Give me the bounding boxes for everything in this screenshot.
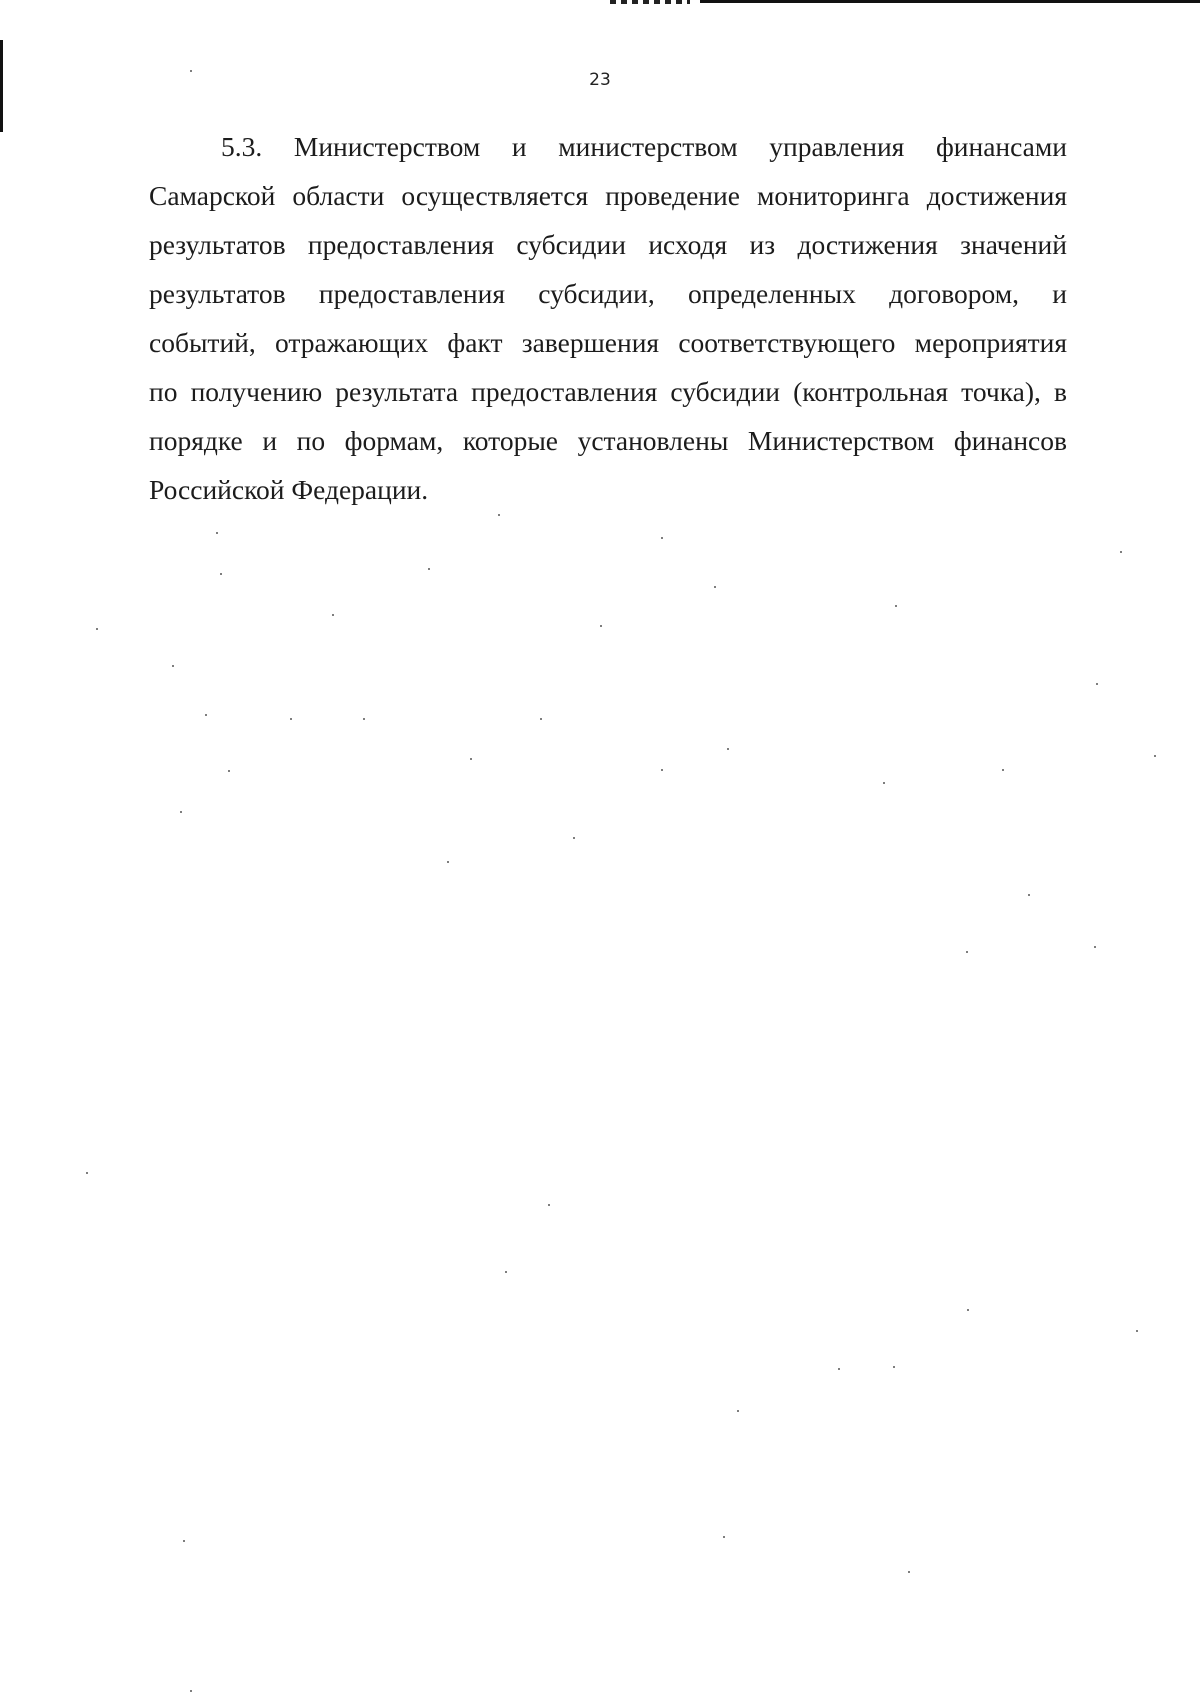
scan-speck	[428, 568, 430, 570]
scan-speck	[1120, 551, 1122, 553]
scan-speck	[727, 748, 729, 750]
paragraph-5-3	[149, 122, 1067, 514]
scan-speck	[908, 1571, 910, 1573]
scan-speck	[883, 782, 885, 784]
scan-speck	[737, 1410, 739, 1412]
scan-speck	[661, 769, 663, 771]
paragraph-line: результатов предоставления субсидии исходя из достижения значений	[149, 229, 1067, 260]
scan-speck	[505, 1271, 507, 1273]
scan-speck	[1154, 755, 1156, 757]
scan-speck	[1096, 683, 1098, 685]
scan-speck	[172, 665, 174, 667]
scan-speck	[228, 770, 230, 772]
scan-speck	[573, 837, 575, 839]
paragraph-line: по получению результата предоставления субсидии (контрольная точка), в	[149, 376, 1067, 407]
scan-speck	[96, 628, 98, 630]
scan-speck	[190, 70, 192, 72]
scan-speck	[838, 1368, 840, 1370]
paragraph-line: Самарской области осуществляется проведение мониторинга достижения	[149, 180, 1067, 211]
scan-speck	[290, 718, 292, 720]
scan-speck	[966, 951, 968, 953]
scan-speck	[220, 573, 222, 575]
scan-speck	[714, 586, 716, 588]
scan-speck	[1002, 769, 1004, 771]
scan-speck	[470, 758, 472, 760]
scan-speck	[895, 605, 897, 607]
scan-speck	[1136, 1330, 1138, 1332]
scan-speck	[205, 714, 207, 716]
scan-speck	[190, 1690, 192, 1692]
scan-speck	[661, 537, 663, 539]
scan-speck	[447, 861, 449, 863]
scan-edge-rule	[700, 0, 1200, 3]
scan-speck	[540, 718, 542, 720]
scan-edge-marks	[610, 0, 690, 4]
page-number: 23	[589, 70, 611, 90]
scan-speck	[600, 625, 602, 627]
scan-speck	[498, 514, 500, 516]
scan-speck	[893, 1366, 895, 1368]
scan-speck	[180, 811, 182, 813]
paragraph-line: Российской Федерации.	[149, 474, 429, 505]
scan-speck	[363, 718, 365, 720]
scan-speck	[723, 1536, 725, 1538]
scan-speck	[1094, 946, 1096, 948]
scan-speck	[86, 1172, 88, 1174]
scan-speck	[183, 1540, 185, 1542]
scan-speck	[548, 1204, 550, 1206]
paragraph-line: результатов предоставления субсидии, определенных договором, и	[149, 278, 1067, 309]
scan-speck	[1028, 894, 1030, 896]
paragraph-line: порядке и по формам, которые установлены Министерством финансов	[149, 425, 1067, 456]
scan-speck	[332, 614, 334, 616]
paragraph-line: 5.3. Министерством и министерством управления финансами	[221, 131, 1067, 162]
scan-speck	[967, 1309, 969, 1311]
scan-speck	[216, 532, 218, 534]
paragraph-line: событий, отражающих факт завершения соответствующего мероприятия	[149, 327, 1067, 358]
